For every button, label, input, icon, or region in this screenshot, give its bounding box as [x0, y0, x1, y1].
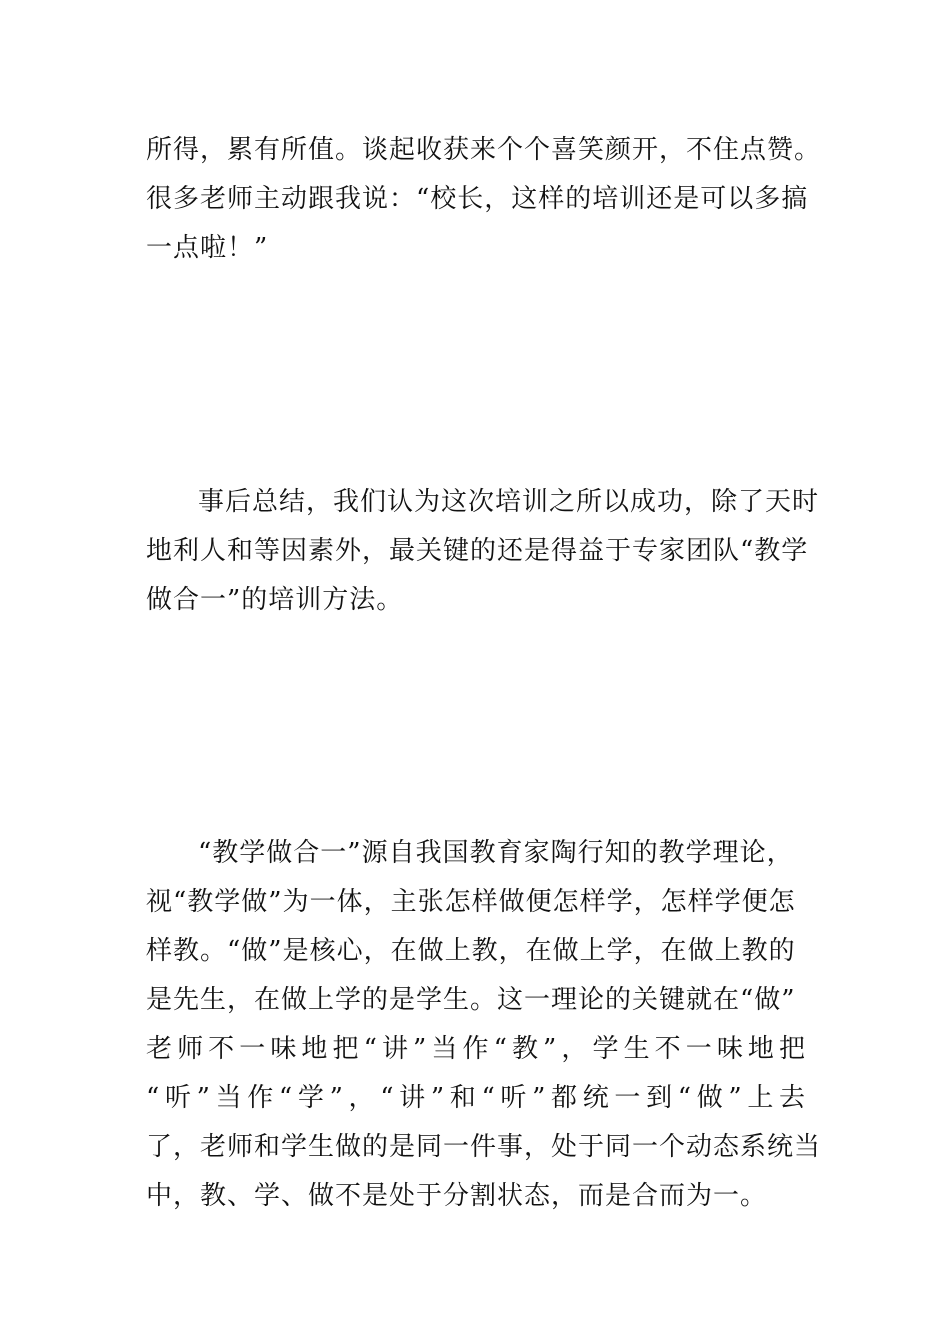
text-line: 一点啦！”	[146, 233, 269, 263]
text-line: 所得，累有所值。谈起收获来个个喜笑颜开，不住点赞。	[146, 135, 822, 165]
text-line: 老师不一味地把“讲”当作“教”，学生不一味地把	[146, 1034, 806, 1064]
text-line: 视“教学做”为一体，主张怎样做便怎样学，怎样学便怎	[146, 887, 796, 917]
paragraph-harvest	[146, 126, 822, 273]
text-line: “听”当作“学”，“讲”和“听”都统一到“做”上去	[146, 1083, 806, 1113]
text-line: “教学做合一”源自我国教育家陶行知的教学理论，	[198, 838, 794, 868]
paragraph-summary	[146, 478, 820, 625]
text-line: 地利人和等因素外，最关键的还是得益于专家团队“教学	[146, 536, 809, 566]
text-line: 做合一”的培训方法。	[146, 585, 404, 615]
paragraph-theory	[146, 829, 822, 1221]
text-line: 很多老师主动跟我说：“校长，这样的培训还是可以多搞	[146, 184, 809, 214]
text-line: 中，教、学、做不是处于分割状态，而是合而为一。	[146, 1181, 768, 1211]
text-line: 是先生，在做上学的是学生。这一理论的关键就在“做”	[146, 985, 796, 1015]
text-line: 事后总结，我们认为这次培训之所以成功，除了天时	[198, 487, 820, 517]
text-line: 了，老师和学生做的是同一件事，处于同一个动态系统当	[146, 1132, 822, 1162]
text-line: 样教。“做”是核心，在做上教，在做上学，在做上教的	[146, 936, 796, 966]
